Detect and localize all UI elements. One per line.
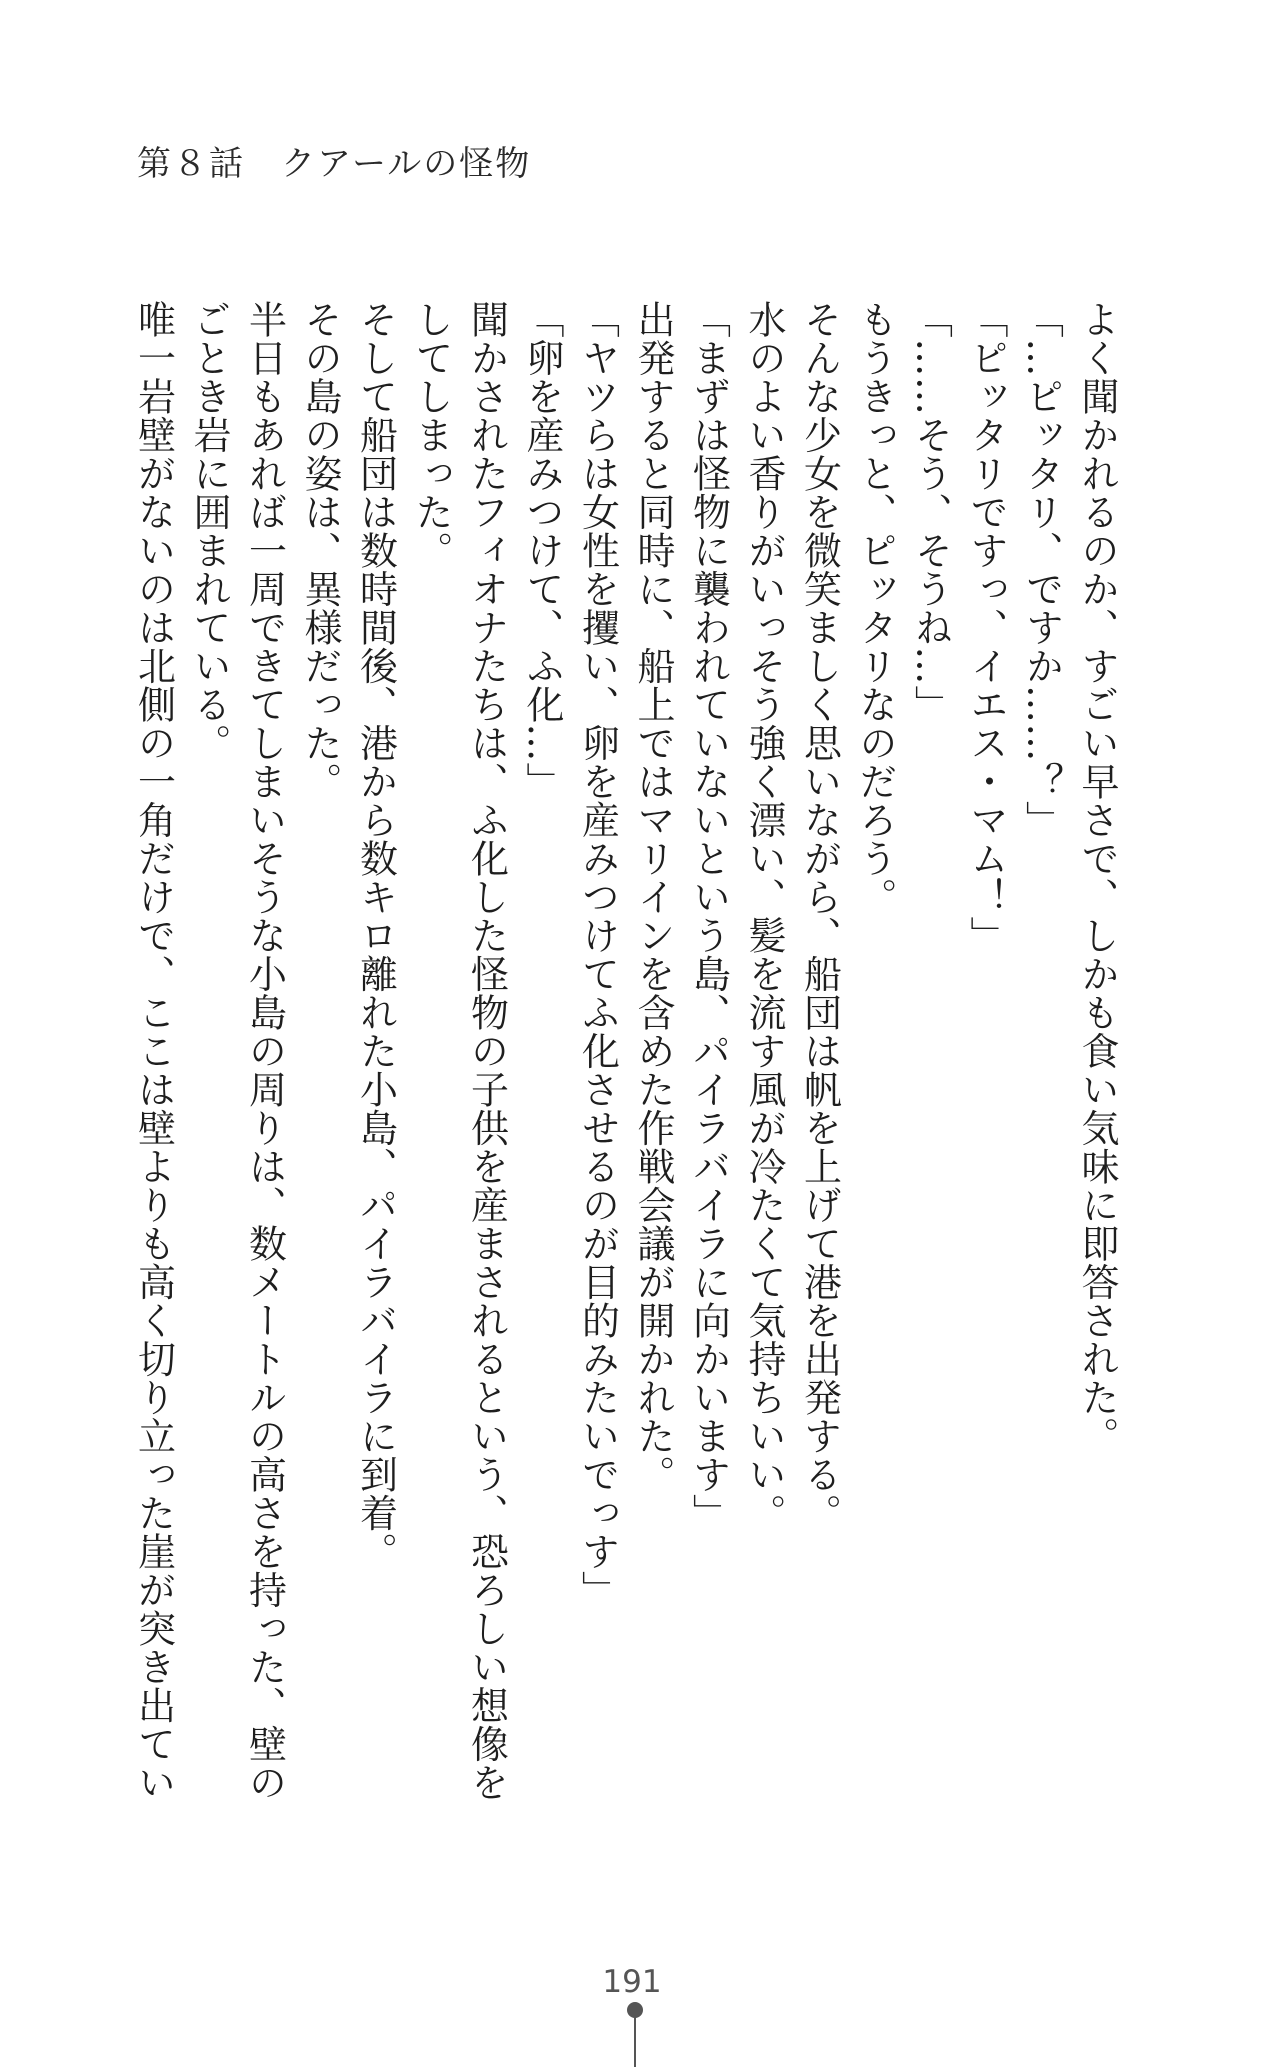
text-line: してしまった。: [409, 300, 453, 570]
text-line: そんな少女を微笑ましく思いながら、船団は帆を上げて港を出発する。: [797, 300, 842, 1532]
text-line: 「……そう、そうね…」: [908, 300, 953, 724]
text-line: もうきっと、ピッタリなのだろう。: [853, 300, 897, 916]
text-line: 「ピッタリですっ、イエス・マム！」: [964, 300, 1008, 955]
chapter-title: 第８話 クアールの怪物: [137, 144, 532, 184]
text-line: 「卵を産みつけて、ふ化…」: [520, 300, 564, 801]
text-line: よく聞かれるのか、すごい早さで、しかも食い気味に即答された。: [1075, 300, 1119, 1455]
text-line: 唯一岩壁がないのは北側の一角だけで、ここは壁よりも高く切り立った崖が突き出てい: [131, 300, 176, 1802]
text-line: 出発すると同時に、船上ではマリインを含めた作戦会議が開かれた。: [631, 300, 675, 1494]
text-line: 聞かされたフィオナたちは、ふ化した怪物の子供を産まされるという、恐ろしい想像を: [464, 300, 509, 1802]
text-line: ごとき岩に囲まれている。: [187, 300, 231, 762]
text-line: 半日もあれば一周できてしまいそうな小島の周りは、数メートルの高さを持った、壁の: [242, 300, 287, 1802]
text-line: その島の姿は、異様だった。: [298, 300, 342, 801]
text-line: 「ヤツらは女性を攫い、卵を産みつけてふ化させるのが目的みたいでっす」: [575, 300, 620, 1609]
text-line: そして船団は数時間後、港から数キロ離れた小島、パイラバイラに到着。: [353, 300, 398, 1571]
text-line: 「まずは怪物に襲われていないという島、パイラバイラに向かいます」: [686, 300, 731, 1532]
text-line: 「…ピッタリ、ですか……？」: [1019, 300, 1064, 839]
body-text: [125, 300, 1124, 1802]
page-number: 191: [602, 1964, 662, 2000]
text-line: 水のよい香りがいっそう強く漂い、髪を流す風が冷たくて気持ちいい。: [742, 300, 786, 1532]
page-marker-dot: [627, 2002, 643, 2018]
